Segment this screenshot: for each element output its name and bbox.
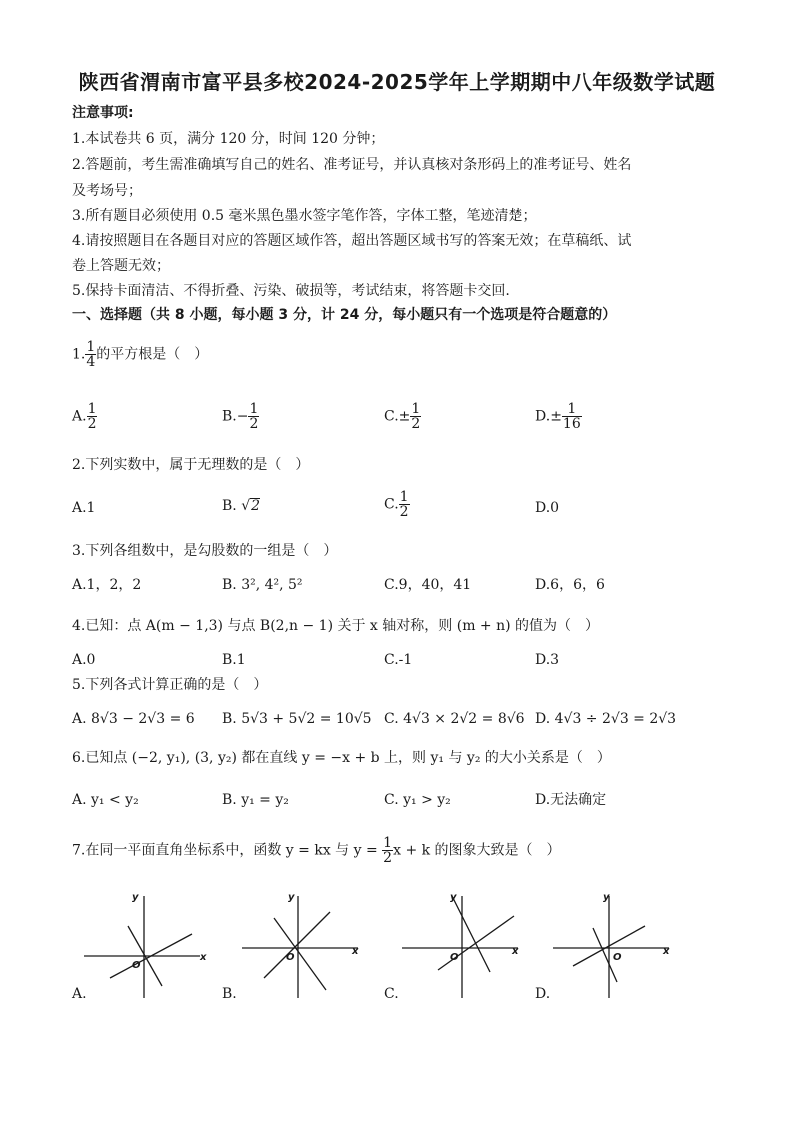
x-axis-label: x (352, 946, 359, 957)
question-5-stem: 5.下列各式计算正确的是（ ） (72, 677, 268, 693)
origin-label: O (286, 952, 295, 963)
notice-item-3: 3.所有题目必须使用 0.5 毫米黑色墨水签字笔作答，字体工整，笔迹清楚； (72, 208, 537, 224)
q4-option-c: C.-1 (384, 652, 413, 668)
q5-option-a: A. 8√3 − 2√3 = 6 (72, 711, 195, 727)
graph-option-c (402, 890, 524, 1002)
y-axis-label: y (288, 892, 295, 903)
q3-option-b: B. 3², 4², 5² (222, 577, 303, 593)
q7-option-d: D. (535, 986, 551, 1002)
q4-option-b: B.1 (222, 652, 246, 668)
notice-item-5: 5.保持卡面清洁、不得折叠、污染、破损等，考试结束，将答题卡交回. (72, 283, 510, 299)
line-y-kx (264, 912, 330, 978)
q4-option-d: D.3 (535, 652, 560, 668)
q4-option-a: A.0 (72, 652, 96, 668)
q6-option-c: C. y₁ > y₂ (384, 792, 451, 808)
line-half-x-plus-k (274, 918, 326, 990)
q5-option-b: B. 5√3 + 5√2 = 10√5 (222, 711, 372, 727)
q3-option-c: C.9，40，41 (384, 577, 472, 593)
origin-label: O (450, 952, 459, 963)
q3-option-d: D.6，6，6 (535, 577, 605, 593)
x-axis-label: x (200, 952, 207, 963)
section-heading: 一、选择题（共 8 小题，每小题 3 分，计 24 分，每小题只有一个选项是符合题意的） (72, 307, 617, 323)
q2-option-a: A.1 (72, 500, 96, 516)
notice-item-4-cont: 卷上答题无效； (72, 258, 170, 274)
q5-option-d: D. 4√3 ÷ 2√3 = 2√3 (535, 711, 677, 727)
question-6-stem: 6.已知点 (−2, y₁), (3, y₂) 都在直线 y = −x + b 上，则 y₁ 与 y₂ 的大小关系是（ ） (72, 750, 611, 766)
question-1-stem (72, 340, 208, 369)
q1-option-d: D.± $\frac{1}{16}$ (535, 401, 581, 432)
fraction: $\frac{1}{2}$ (383, 835, 393, 866)
x-axis-label: x (663, 946, 670, 957)
y-axis-label: y (603, 892, 610, 903)
question-3-stem: 3.下列各组数中，是勾股数的一组是（ ） (72, 543, 338, 559)
q2-option-c: C. $\frac{1}{2}$ (384, 489, 409, 520)
q6-option-d: D.无法确定 (535, 792, 607, 808)
origin-label: O (132, 960, 141, 971)
fraction: $\frac{1}{4}$ (86, 339, 96, 370)
q7-option-a: A. (72, 986, 87, 1002)
notice-item-1: 1.本试卷共 6 页，满分 120 分，时间 120 分钟； (72, 131, 385, 147)
q1-option-a: A. $\frac{1}{2}$ (72, 401, 97, 432)
q2-option-b: B. √2 (222, 498, 261, 514)
y-axis-label: y (450, 892, 457, 903)
exam-title: 陕西省渭南市富平县多校2024-2025学年上学期期中八年级数学试题 (78, 70, 716, 94)
question-2-stem: 2.下列实数中，属于无理数的是（ ） (72, 457, 310, 473)
notice-item-2-cont: 及考场号； (72, 183, 142, 199)
graph-option-d (553, 890, 675, 1002)
y-axis-label: y (132, 892, 139, 903)
q1-option-c: C.± $\frac{1}{2}$ (384, 401, 421, 432)
question-number: 1. (72, 346, 86, 363)
q7-option-c: C. (384, 986, 399, 1002)
graph-option-b (242, 890, 364, 1002)
q5-option-c: C. 4√3 × 2√2 = 8√6 (384, 711, 525, 727)
x-axis-label: x (512, 946, 519, 957)
q7-option-b: B. (222, 986, 237, 1002)
question-7-stem: 7.在同一平面直角坐标系中，函数 y = kx 与 y = $\frac{1}{2}$ x + k 的图象大致是（ ） (72, 835, 561, 866)
origin-label: O (613, 952, 622, 963)
question-4-stem: 4.已知：点 A(m − 1,3) 与点 B(2,n − 1) 关于 x 轴对称，则 (m + n) 的值为（ ） (72, 618, 600, 634)
q6-option-b: B. y₁ = y₂ (222, 792, 289, 808)
q2-option-d: D.0 (535, 500, 560, 516)
notice-item-4: 4.请按照题目在各题目对应的答题区域作答，超出答题区域书写的答案无效；在草稿纸、试 (72, 233, 632, 249)
question-text: 的平方根是（ ） (96, 346, 209, 363)
q1-option-b: B.− $\frac{1}{2}$ (222, 401, 259, 432)
q3-option-a: A.1，2，2 (72, 577, 142, 593)
graph-option-a (84, 890, 206, 1002)
notice-heading: 注意事项: (72, 105, 134, 121)
q6-option-a: A. y₁ < y₂ (72, 792, 139, 808)
notice-item-2: 2.答题前，考生需准确填写自己的姓名、准考证号，并认真核对条形码上的准考证号、姓名 (72, 157, 632, 173)
